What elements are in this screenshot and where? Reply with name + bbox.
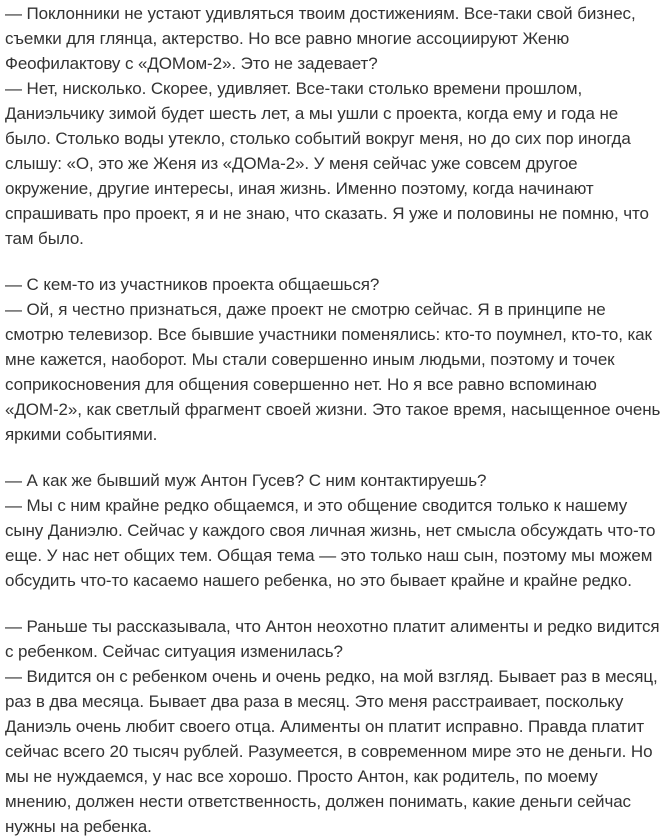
interview-answer: — Видится он с ребенком очень и очень редко, на мой взгляд. Бывает раз в месяц, раз в два месяца. Бывает два раза в месяц. Это меня расстраивает, поскольку Даниэль очень любит своего отца. Алименты он платит исправно. Правда платит сейчас всего 20 тысяч рублей. Разумеется, в современном мире это не деньги. Но мы не нуждаемся, у нас все хорошо. Просто Антон, как родитель, по моему мнению, должен нести ответственность, должен понимать, какие деньги сейчас нужны на ребенка. <box>5 667 658 836</box>
interview-question: — А как же бывший муж Антон Гусев? С ним контактируешь? <box>5 471 487 490</box>
interview-question: — Раньше ты рассказывала, что Антон неохотно платит алименты и редко видится с ребенком. Сейчас ситуация изменилась? <box>5 617 660 661</box>
qa-block-2 <box>5 272 664 447</box>
qa-block-3 <box>5 468 664 593</box>
interview-answer: — Нет, нисколько. Скорее, удивляет. Все-таки столько времени прошлом, Даниэльчику зимой будет шесть лет, а мы ушли с проекта, когда ему и года не было. Столько воды утекло, столько событий вокруг меня, но до сих пор иногда слышу: «О, это же Женя из «ДОМа-2». У меня сейчас уже совсем другое окружение, другие интересы, иная жизнь. Именно поэтому, когда начинают спрашивать про проект, я и не знаю, что сказать. Я уже и половины не помню, что там было. <box>5 79 649 248</box>
qa-block-4 <box>5 614 664 839</box>
interview-answer: — Ой, я честно признаться, даже проект не смотрю сейчас. Я в принципе не смотрю телевизор. Все бывшие участники поменялись: кто-то поумнел, кто-то, как мне кажется, наоборот. Мы стали совершенно иным людьми, поэтому и точек соприкосновения для общения совершенно нет. Но я все равно вспоминаю «ДОМ-2», как светлый фрагмент своей жизни. Это такое время, насыщенное очень яркими событиями. <box>5 300 661 444</box>
qa-block-1 <box>5 1 664 251</box>
interview-question: — С кем-то из участников проекта общаешься? <box>5 275 380 294</box>
interview-answer: — Мы с ним крайне редко общаемся, и это общение сводится только к нашему сыну Даниэлю. Сейчас у каждого своя личная жизнь, нет смысла обсуждать что-то еще. У нас нет общих тем. Общая тема — это только наш сын, поэтому мы можем обсудить что-то касаемо нашего ребенка, но это бывает крайне и крайне редко. <box>5 496 656 590</box>
interview-question: — Поклонники не устают удивляться твоим достижениям. Все-таки свой бизнес, съемки для глянца, актерство. Но все равно многие ассоциируют Женю Феофилактову с «ДОМом-2». Это не задевает? <box>5 4 636 73</box>
